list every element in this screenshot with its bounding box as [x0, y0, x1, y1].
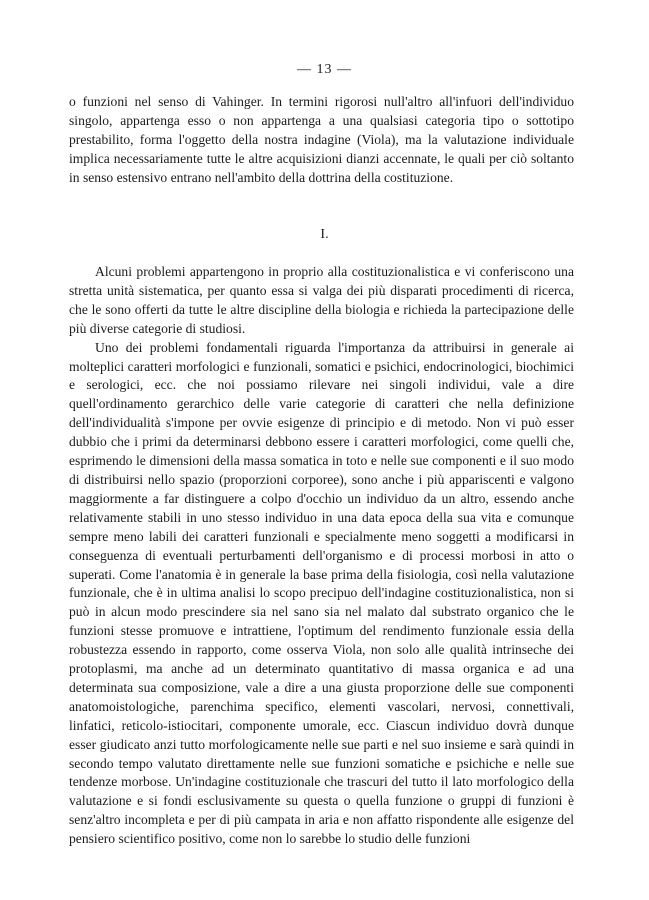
page-number: — 13 — [297, 62, 352, 77]
body-text-block [69, 263, 574, 849]
paragraph-1: Alcuni problemi appartengono in proprio alla costituzionalistica e vi conferiscono una stretta unità sistematica, per quanto essa si valga dei più disparati procedimenti di ricerca, che le sono offerti da tutte le altre discipline della biologia e richieda la partecipazione delle più diverse categorie di studiosi. [69, 264, 574, 336]
section-heading: I. [320, 227, 329, 242]
paragraph-2: Uno dei problemi fondamentali riguarda l'importanza da attribuirsi in generale ai molteplici caratteri morfologici e funzionali, somatici e psichici, endocrinologici, biochimici e serologici, ecc. che noi possiamo rilevare nei singoli individui, vale a dire quell'ordinamento gerarchico delle varie categorie di caratteri che nella definizione dell'individualità s'impone per ovvie esigenze di principio e di metodo. Non vi può esser dubbio che i primi da determinarsi debbono essere i caratteri morfologici, come quelli che, esprimendo le dimensioni della massa somatica in toto e nelle sue componenti e il suo modo di distribuirsi nello spazio (proporzioni corporee), sono anche i più appariscenti e valgono maggiormente a far distinguere a colpo d'occhio un individuo da un altro, essendo anche relativamente stabili in uno stesso individuo in una data epoca della sua vita e comunque sempre meno labili dei caratteri funzionali e specialmente meno soggetti a modificarsi in conseguenza di eventuali perturbamenti dell'organismo e di processi morbosi in atto o superati. Come l'anatomia è in generale la base prima della fisiologia, così nella valutazione funzionale, che è in ultima analisi lo scopo precipuo dell'indagine costituzionalistica, non si può in alcun modo prescindere sia nel sano sia nel malato dal substrato organico che le funzioni stesse promuove e intrattiene, l'optimum del rendimento funzionale essia della robustezza essendo in rapporto, come osserva Viola, non solo alle qualità intrinseche dei protoplasmi, ma anche ad un determinato quantitativo di massa organica e ad una determinata sua composizione, vale a dire a una giusta proporzione delle sue componenti anatomoistologiche, parenchima specifico, elementi vascolari, nervosi, connettivali, linfatici, reticolo-istiocitari, componente umorale, ecc. Ciascun individuo dovrà dunque esser giudicato anzi tutto morfologicamente nelle sue parti e nel suo insieme e sarà quindi in secondo tempo valutato direttamente nelle sue funzioni somatiche e psichiche e nelle sue tendenze morbose. Un'indagine costituzionale che trascuri del tutto il lato morfologico della valutazione e si fondi esclusivamente su questa o quella funzione o gruppi di funzioni è senz'altro incompleta e per di più campata in aria e non affatto rispondente alle esigenze del pensiero scientifico positivo, come non lo sarebbe lo studio delle funzioni [69, 339, 574, 847]
intro-paragraph-block [69, 93, 574, 188]
intro-paragraph: o funzioni nel senso di Vahinger. In termini rigorosi null'altro all'infuori dell'individuo singolo, appartenga esso o non appartenga a una qualsiasi categoria tipo o sottotipo prestabilito, forma l'oggetto della nostra indagine (Viola), ma la valutazione individuale implica necessariamente tutte le altre acquisizioni dianzi accennate, le quali per ciò soltanto in senso estensivo entrano nell'ambito della dottrina della costituzione. [69, 94, 574, 185]
